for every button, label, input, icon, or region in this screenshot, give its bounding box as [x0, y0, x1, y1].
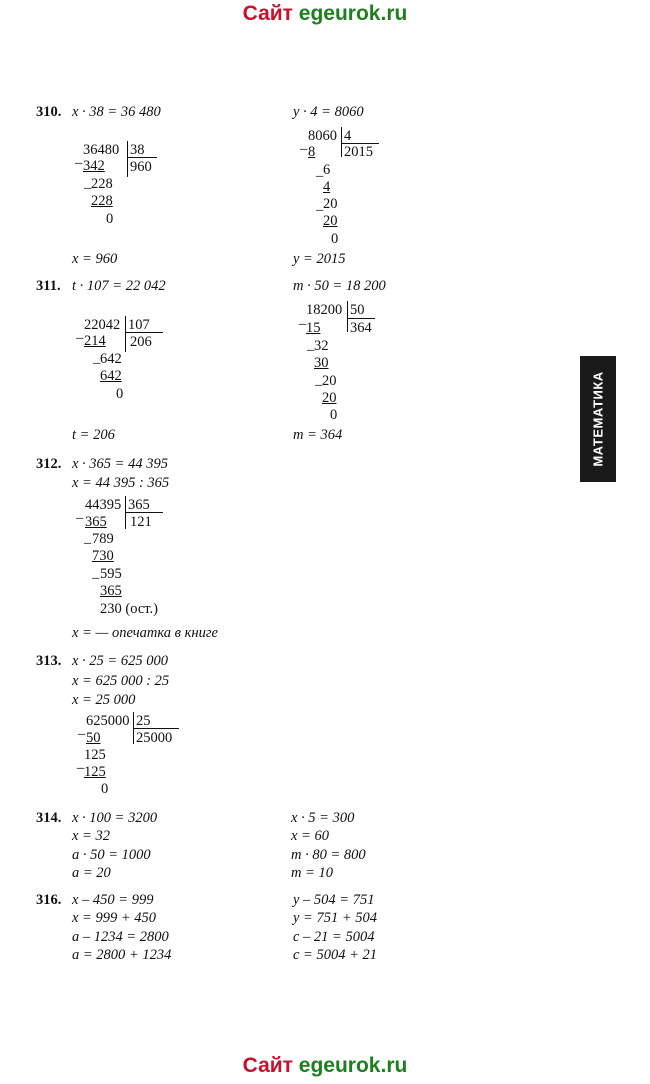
minus-sign: _ [77, 755, 85, 771]
divisor-line [133, 728, 179, 729]
remainder-final: 230 (ост.) [100, 601, 158, 617]
remainder: 20 [323, 196, 338, 212]
answer-310-left: x = 960 [72, 251, 118, 267]
minus-sign: _ [300, 136, 308, 152]
equation-316-left: a – 1234 = 2800 [72, 929, 169, 945]
remainder: 0 [330, 407, 338, 423]
divisor: 38 [130, 142, 145, 158]
section-tab-label: МАТЕМАТИКА [590, 371, 606, 467]
section-tab [580, 356, 616, 482]
minus-sign: _ [307, 337, 315, 353]
subtrahend: 365 [100, 583, 122, 599]
equation-311-right: m · 50 = 18 200 [293, 278, 386, 294]
remainder: 642 [100, 351, 122, 367]
site-domain: egeurok.ru [298, 2, 408, 25]
subtrahend: 730 [92, 548, 114, 564]
minus-sign: _ [84, 175, 92, 191]
equation-312: x · 365 = 44 395 [72, 456, 168, 472]
subtrahend: 214 [84, 333, 106, 349]
problem-number-316: 316. [36, 892, 62, 908]
equation-313-step: x = 625 000 : 25 [72, 673, 170, 689]
quotient: 364 [350, 320, 372, 336]
remainder: 32 [314, 338, 329, 354]
subtrahend: 4 [323, 179, 331, 195]
remainder: 228 [91, 176, 113, 192]
minus-sign: _ [76, 325, 84, 341]
subtrahend: 642 [100, 368, 122, 384]
equation-314-left: a · 50 = 1000 [72, 847, 151, 863]
subtrahend: 20 [322, 390, 337, 406]
subtrahend: 50 [86, 730, 101, 746]
problem-number-310: 310. [36, 104, 62, 120]
equation-314-right: m = 10 [291, 865, 334, 881]
answer-311-left: t = 206 [72, 427, 115, 443]
equation-310-right: y · 4 = 8060 [293, 104, 364, 120]
minus-sign: _ [299, 311, 307, 327]
equation-314-right: x = 60 [291, 828, 329, 844]
dividend: 8060 [308, 128, 337, 144]
minus-sign: _ [316, 197, 324, 213]
equation-316-left: a = 2800 + 1234 [72, 947, 172, 963]
remainder: 789 [92, 531, 114, 547]
divisor-line [127, 157, 157, 158]
minus-sign: _ [75, 150, 83, 166]
equation-314-left: x = 32 [72, 828, 110, 844]
divisor: 50 [350, 302, 365, 318]
remainder: 595 [100, 566, 122, 582]
answer-311-right: m = 364 [293, 427, 343, 443]
equation-312-step: x = 44 395 : 365 [72, 475, 170, 491]
minus-sign: _ [84, 530, 92, 546]
subtrahend: 20 [323, 213, 338, 229]
division-bar [347, 301, 348, 332]
divisor-line [125, 332, 163, 333]
subtrahend: 15 [306, 320, 321, 336]
division-bar [125, 316, 126, 352]
minus-sign: _ [315, 372, 323, 388]
division-bar [341, 127, 342, 157]
minus-sign: _ [76, 505, 84, 521]
equation-316-left: x – 450 = 999 [72, 892, 154, 908]
minus-sign: _ [316, 163, 324, 179]
equation-314-right: m · 80 = 800 [291, 847, 366, 863]
division-bar [127, 141, 128, 177]
problem-number-311: 311. [36, 278, 61, 294]
problem-number-312: 312. [36, 456, 62, 472]
dividend: 22042 [84, 317, 121, 333]
quotient: 121 [130, 514, 152, 530]
subtrahend: 8 [308, 144, 316, 160]
site-label: Сайт [242, 2, 299, 25]
subtrahend: 342 [83, 158, 105, 174]
divisor: 25 [136, 713, 151, 729]
equation-316-right: c = 5004 + 21 [293, 947, 378, 963]
site-footer [0, 1054, 650, 1078]
subtrahend: 365 [85, 514, 107, 530]
minus-sign: _ [92, 565, 100, 581]
equation-316-left: x = 999 + 450 [72, 910, 157, 926]
equation-310-left: x · 38 = 36 480 [72, 104, 161, 120]
remainder: 20 [322, 373, 337, 389]
divisor: 365 [128, 497, 150, 513]
subtrahend: 30 [314, 355, 329, 371]
remainder: 0 [116, 386, 124, 402]
divisor-line [347, 318, 375, 319]
remainder: 0 [331, 231, 339, 247]
divisor: 4 [344, 128, 352, 144]
divisor-line [125, 512, 163, 513]
equation-313: x · 25 = 625 000 [72, 653, 168, 669]
dividend: 18200 [306, 302, 343, 318]
equation-311-left: t · 107 = 22 042 [72, 278, 166, 294]
equation-314-left: x · 100 = 3200 [72, 810, 158, 826]
subtrahend: 125 [84, 764, 106, 780]
site-label: Сайт [242, 1054, 299, 1077]
answer-310-right: y = 2015 [293, 251, 346, 267]
dividend: 625000 [86, 713, 130, 729]
equation-316-right: y – 504 = 751 [293, 892, 375, 908]
answer-312: x = — опечатка в книге [72, 625, 218, 641]
problem-number-314: 314. [36, 810, 62, 826]
remainder: 0 [101, 781, 109, 797]
dividend: 44395 [85, 497, 122, 513]
quotient: 25000 [136, 730, 173, 746]
quotient: 960 [130, 159, 152, 175]
site-header [0, 2, 650, 26]
minus-sign: _ [93, 350, 101, 366]
minus-sign: _ [78, 721, 86, 737]
equation-316-right: c – 21 = 5004 [293, 929, 375, 945]
equation-313-result: x = 25 000 [72, 692, 136, 708]
dividend: 36480 [83, 142, 120, 158]
quotient: 2015 [344, 144, 373, 160]
subtrahend: 228 [91, 193, 113, 209]
equation-314-left: a = 20 [72, 865, 111, 881]
problem-number-313: 313. [36, 653, 62, 669]
equation-316-right: y = 751 + 504 [293, 910, 378, 926]
equation-314-right: x · 5 = 300 [291, 810, 355, 826]
site-domain: egeurok.ru [298, 1054, 408, 1077]
remainder: 125 [84, 747, 106, 763]
quotient: 206 [130, 334, 152, 350]
remainder: 6 [323, 162, 331, 178]
remainder: 0 [106, 211, 114, 227]
divisor: 107 [128, 317, 150, 333]
